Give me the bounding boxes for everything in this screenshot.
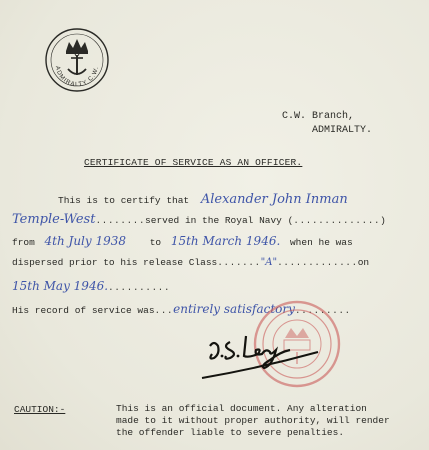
seal-text: ADMIRALTY bbox=[53, 65, 89, 89]
when-text: when he was bbox=[289, 237, 353, 248]
officer-surname: Temple-West bbox=[12, 212, 96, 227]
record-value: entirely satisfactory bbox=[173, 302, 295, 316]
record-label: His record of service was bbox=[12, 305, 155, 316]
service-line bbox=[12, 212, 386, 227]
service-close: ) bbox=[380, 215, 386, 226]
to-label: to bbox=[149, 237, 162, 248]
release-class: "A" bbox=[260, 257, 278, 268]
release-date: 15th May 1946. bbox=[12, 279, 109, 293]
dates-line bbox=[12, 234, 353, 248]
to-date: 15th March 1946. bbox=[170, 234, 281, 248]
caution-line: This is an official document. Any alteration bbox=[116, 403, 367, 414]
signature bbox=[200, 326, 350, 386]
release-text: dispersed prior to his release Class bbox=[12, 257, 218, 268]
caution-text bbox=[116, 403, 428, 439]
on-label: on bbox=[357, 257, 370, 268]
certificate-title: CERTIFICATE OF SERVICE AS AN OFFICER. bbox=[84, 157, 303, 168]
surname-dots: ........ bbox=[95, 215, 146, 226]
office-line: ADMIRALTY. bbox=[312, 125, 373, 136]
branch-address bbox=[282, 110, 372, 138]
from-label: from bbox=[12, 237, 35, 248]
admiralty-seal-icon bbox=[44, 27, 110, 93]
seal-suffix: C.W. bbox=[87, 65, 100, 83]
branch-line: C.W. Branch, bbox=[282, 111, 355, 122]
from-date: 4th July 1938 bbox=[44, 234, 127, 248]
release-date-line: 15th May 1946........... bbox=[12, 279, 171, 293]
certify-line bbox=[58, 192, 348, 207]
caution-label: CAUTION:- bbox=[14, 404, 66, 415]
officer-first-names: Alexander John Inman bbox=[200, 192, 348, 207]
caution-line: made to it without proper authority, will render bbox=[116, 415, 390, 426]
certify-prefix: This is to certify that bbox=[58, 195, 190, 206]
caution-line: the offender liable to severe penalties. bbox=[116, 427, 345, 438]
service-blank: .............. bbox=[293, 215, 381, 226]
service-text: served in the Royal Navy ( bbox=[145, 215, 294, 226]
release-class-line: dispersed prior to his release Class......."A".............on bbox=[12, 257, 370, 268]
record-line: His record of service was...entirely satisfactory......... bbox=[12, 302, 351, 316]
